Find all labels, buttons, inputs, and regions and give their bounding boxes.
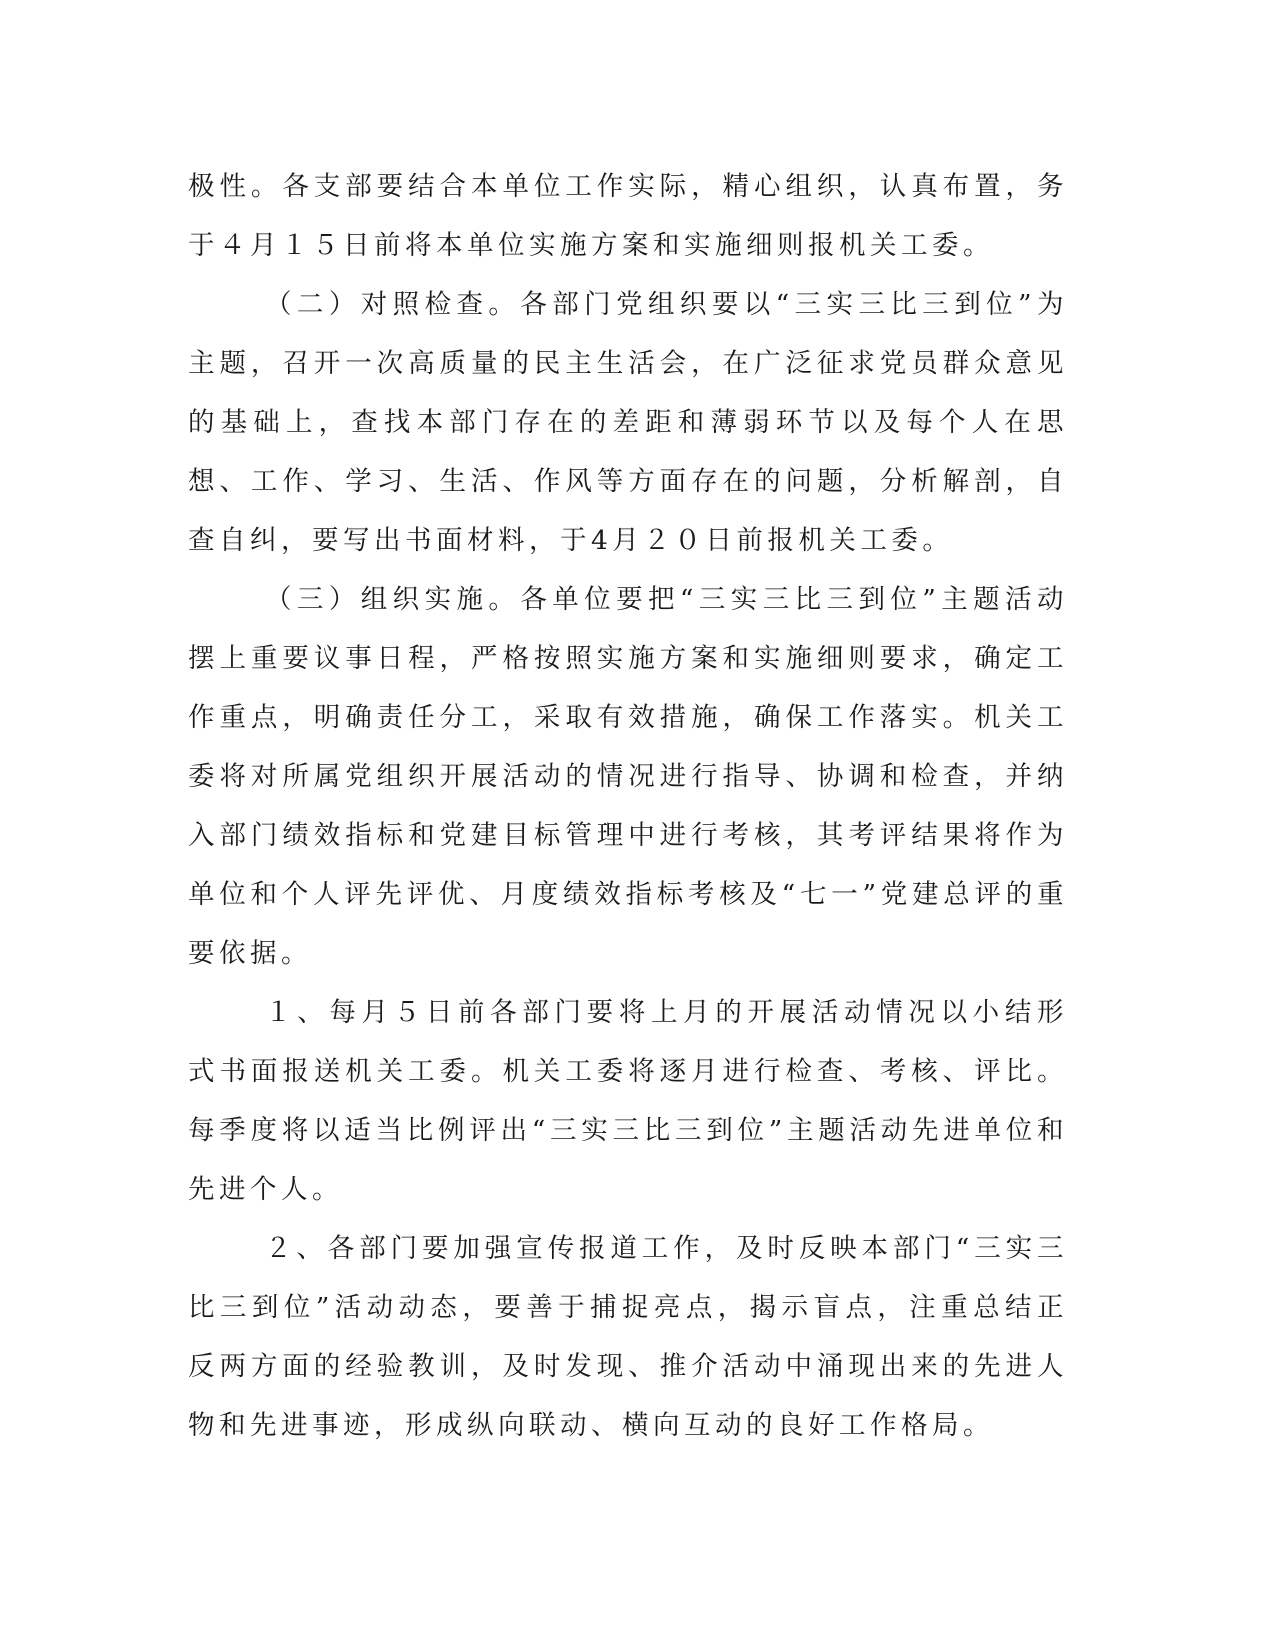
paragraph-2: （二）对照检查。各部门党组织要以“三实三比三到位”为主题，召开一次高质量的民主生活会，在广泛征求党员群众意见的基础上，查找本部门存在的差距和薄弱环节以及每个人在思想、工作、学习、生活、作风等方面存在的问题，分析解剖，自查自纠，要写出书面材料，于4月２０日前报机关工委。 bbox=[188, 289, 1068, 556]
paragraph-5: ２、各部门要加强宣传报道工作，及时反映本部门“三实三比三到位”活动动态，要善于捕捉亮点，揭示盲点，注重总结正反两方面的经验教训，及时发现、推介活动中涌现出来的先进人物和先进事迹，形成纵向联动、横向互动的良好工作格局。 bbox=[188, 1233, 1068, 1441]
document-body bbox=[188, 157, 1068, 1455]
paragraph-3: （三）组织实施。各单位要把“三实三比三到位”主题活动摆上重要议事日程，严格按照实施方案和实施细则要求，确定工作重点，明确责任分工，采取有效措施，确保工作落实。机关工委将对所属党组织开展活动的情况进行指导、协调和检查，并纳入部门绩效指标和党建目标管理中进行考核，其考评结果将作为单位和个人评先评优、月度绩效指标考核及“七一”党建总评的重要依据。 bbox=[188, 584, 1068, 969]
paragraph-1: 极性。各支部要结合本单位工作实际，精心组织，认真布置，务于４月１５日前将本单位实施方案和实施细则报机关工委。 bbox=[188, 171, 1068, 261]
paragraph-4: １、每月５日前各部门要将上月的开展活动情况以小结形式书面报送机关工委。机关工委将逐月进行检查、考核、评比。每季度将以适当比例评出“三实三比三到位”主题活动先进单位和先进个人。 bbox=[188, 997, 1068, 1205]
